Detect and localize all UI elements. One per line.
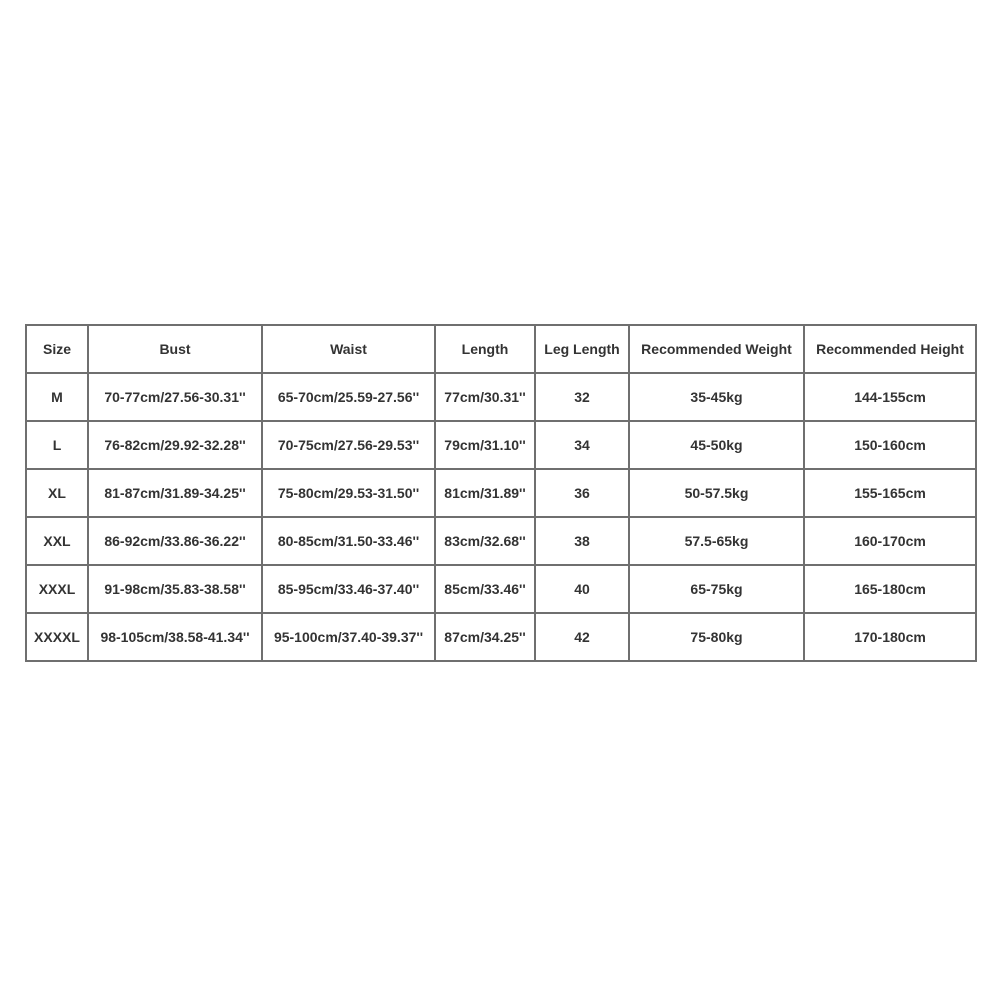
cell-size: XXXXL bbox=[26, 613, 88, 661]
cell-recommended-height: 170-180cm bbox=[804, 613, 976, 661]
cell-recommended-height: 165-180cm bbox=[804, 565, 976, 613]
table-row bbox=[26, 373, 976, 421]
cell-leg-length: 42 bbox=[535, 613, 629, 661]
cell-bust: 70-77cm/27.56-30.31'' bbox=[88, 373, 262, 421]
cell-size: L bbox=[26, 421, 88, 469]
cell-recommended-height: 150-160cm bbox=[804, 421, 976, 469]
cell-bust: 81-87cm/31.89-34.25'' bbox=[88, 469, 262, 517]
cell-bust: 98-105cm/38.58-41.34'' bbox=[88, 613, 262, 661]
cell-recommended-weight: 65-75kg bbox=[629, 565, 804, 613]
cell-leg-length: 36 bbox=[535, 469, 629, 517]
cell-recommended-weight: 50-57.5kg bbox=[629, 469, 804, 517]
cell-bust: 91-98cm/35.83-38.58'' bbox=[88, 565, 262, 613]
cell-size: XL bbox=[26, 469, 88, 517]
cell-leg-length: 34 bbox=[535, 421, 629, 469]
header-recommended-height: Recommended Height bbox=[804, 325, 976, 373]
cell-recommended-weight: 35-45kg bbox=[629, 373, 804, 421]
cell-leg-length: 38 bbox=[535, 517, 629, 565]
header-recommended-weight: Recommended Weight bbox=[629, 325, 804, 373]
cell-recommended-height: 155-165cm bbox=[804, 469, 976, 517]
size-chart-table bbox=[25, 324, 977, 662]
cell-recommended-weight: 57.5-65kg bbox=[629, 517, 804, 565]
cell-waist: 85-95cm/33.46-37.40'' bbox=[262, 565, 435, 613]
header-row bbox=[26, 325, 976, 373]
cell-size: XXXL bbox=[26, 565, 88, 613]
header-leg-length: Leg Length bbox=[535, 325, 629, 373]
header-waist: Waist bbox=[262, 325, 435, 373]
table-row bbox=[26, 421, 976, 469]
cell-length: 83cm/32.68'' bbox=[435, 517, 535, 565]
cell-bust: 86-92cm/33.86-36.22'' bbox=[88, 517, 262, 565]
cell-waist: 65-70cm/25.59-27.56'' bbox=[262, 373, 435, 421]
cell-bust: 76-82cm/29.92-32.28'' bbox=[88, 421, 262, 469]
cell-size: M bbox=[26, 373, 88, 421]
cell-waist: 75-80cm/29.53-31.50'' bbox=[262, 469, 435, 517]
cell-recommended-weight: 75-80kg bbox=[629, 613, 804, 661]
table-row bbox=[26, 469, 976, 517]
cell-size: XXL bbox=[26, 517, 88, 565]
cell-recommended-weight: 45-50kg bbox=[629, 421, 804, 469]
table-row bbox=[26, 517, 976, 565]
header-length: Length bbox=[435, 325, 535, 373]
cell-leg-length: 40 bbox=[535, 565, 629, 613]
cell-recommended-height: 160-170cm bbox=[804, 517, 976, 565]
cell-leg-length: 32 bbox=[535, 373, 629, 421]
table-row bbox=[26, 613, 976, 661]
cell-recommended-height: 144-155cm bbox=[804, 373, 976, 421]
cell-length: 79cm/31.10'' bbox=[435, 421, 535, 469]
table-row bbox=[26, 565, 976, 613]
cell-waist: 95-100cm/37.40-39.37'' bbox=[262, 613, 435, 661]
cell-length: 85cm/33.46'' bbox=[435, 565, 535, 613]
cell-length: 77cm/30.31'' bbox=[435, 373, 535, 421]
cell-length: 81cm/31.89'' bbox=[435, 469, 535, 517]
header-size: Size bbox=[26, 325, 88, 373]
cell-waist: 80-85cm/31.50-33.46'' bbox=[262, 517, 435, 565]
cell-length: 87cm/34.25'' bbox=[435, 613, 535, 661]
cell-waist: 70-75cm/27.56-29.53'' bbox=[262, 421, 435, 469]
header-bust: Bust bbox=[88, 325, 262, 373]
